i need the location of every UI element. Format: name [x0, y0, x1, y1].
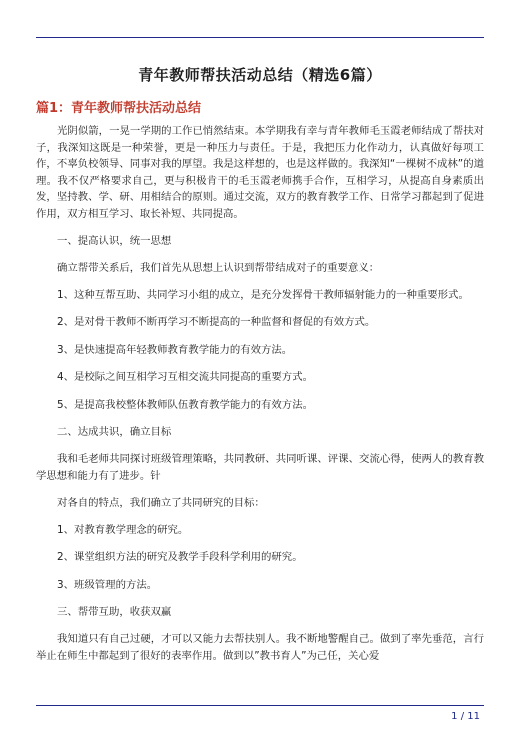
header-rule — [36, 37, 484, 38]
subheading-two: 二、达成共识，确立目标 — [57, 426, 172, 438]
list-item: 3、是快速提高年轻教师教育教学能力的有效方法。 — [57, 343, 293, 356]
paragraph: 我知道只有自己过硬，才可以又能力去帮扶别人。我不断地警醒自己。做到了率先垂范，言行举止在师生中都起到了很好的表率作用。做到以”教书育人”为己任，关心爱 — [36, 633, 484, 662]
paragraph: 我和毛老师共同探讨班级管理策略，共同教研、共同听课、评课、交流心得，使两人的教育教学思想和能力有了进步。针 — [36, 453, 484, 482]
paragraph: 确立帮带关系后，我们首先从思想上认识到帮带结成对子的重要意义： — [57, 261, 380, 274]
document-body — [36, 123, 484, 675]
intro-paragraph: 光阴似箭，一晃一学期的工作已悄然结束。本学期我有幸与青年教师毛玉霞老师结成了帮扶对子，我深知这既是一种荣誉，更是一种压力与责任。于是，我把压力化作动力，认真做好每项工作，不辜负校领导、同事对我的厚望。我是这样想的，也是这样做的。我深知“一棵树不成林”的道理。我不仅严格要求自己，更与积极肯干的毛玉霞老师携手合作，互相学习，从提高自身素质出发，坚持教、学、研、用相结合的原则。通过交流，双方的教育教学工作、日常学习都起到了促进作用，双方相互学习、取长补短、共同提高。 — [36, 125, 484, 220]
subheading-three: 三、帮带互助，收获双赢 — [57, 606, 172, 618]
list-item: 5、是提高我校整体教师队伍教育教学能力的有效方法。 — [57, 398, 313, 411]
footer-rule — [36, 705, 484, 706]
paragraph: 对各自的特点，我们确立了共同研究的目标： — [57, 496, 265, 509]
document-title: 青年教师帮扶活动总结（精选6篇） — [138, 66, 382, 84]
page-indicator: 1 / 11 — [451, 711, 480, 722]
list-item: 3、班级管理的方法。 — [57, 578, 158, 591]
list-item: 2、是对骨干教师不断再学习不断提高的一种监督和督促的有效方式。 — [57, 316, 376, 328]
subheading-one: 一、提高认识，统一思想 — [57, 234, 172, 247]
list-item: 2、课堂组织方法的研究及教学手段科学利用的研究。 — [57, 551, 303, 563]
list-item: 1、这种互帮互助、共同学习小组的成立，是充分发挥骨干教师辐射能力的一种重要形式。 — [57, 288, 469, 301]
section-heading: 篇1：青年教师帮扶活动总结 — [36, 101, 202, 116]
list-item: 4、是校际之间互相学习互相交流共同提高的重要方式。 — [57, 371, 313, 383]
list-item: 1、对教育教学理念的研究。 — [57, 523, 189, 536]
